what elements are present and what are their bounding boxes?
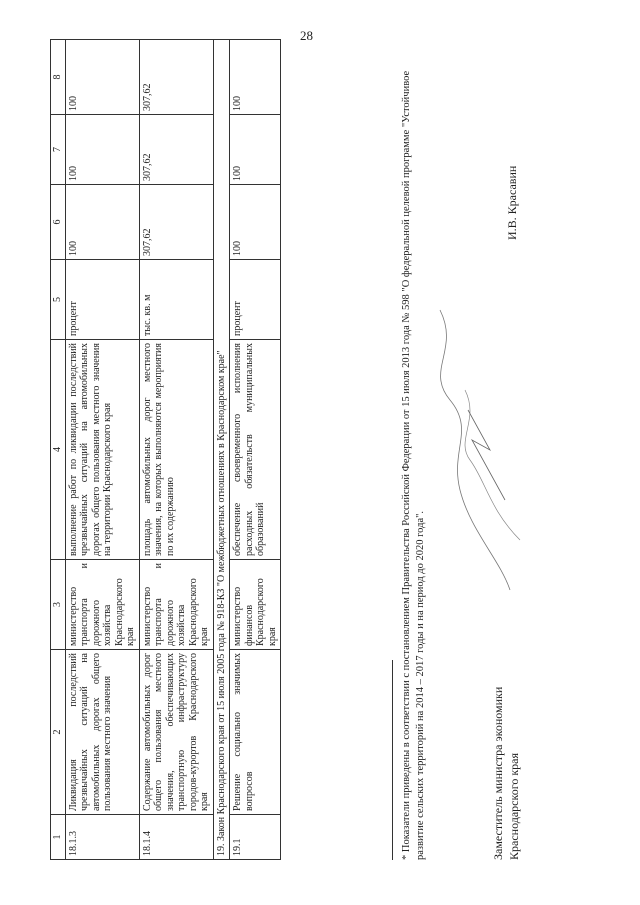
signatory-position: [490, 687, 522, 860]
row-value-8: 307,62: [139, 40, 213, 115]
col-header: 5: [51, 260, 66, 340]
row-value-7: 307,62: [139, 115, 213, 185]
col-header: 4: [51, 340, 66, 560]
row-executor: министерство транспорта и дорожного хозяйства Краснодарского края: [65, 560, 139, 650]
row-id: 19.1: [230, 815, 281, 860]
table-row: [139, 40, 213, 860]
col-header: 3: [51, 560, 66, 650]
row-indicator: выполнение работ по ликвидации последствий чрезвычайных ситуаций на автомобильных дорогах общего пользования местного значения на территории Краснодарского края: [65, 340, 139, 560]
col-header: 2: [51, 650, 66, 815]
row-value-7: 100: [65, 115, 139, 185]
section-title: 19. Закон Краснодарского края от 15 июля 2005 года № 918-КЗ "О межбюджетных отношениях в Краснодарском крае": [213, 40, 230, 860]
table-row: [65, 40, 139, 860]
footnote: * Показатели приведены в соответствии с постановлением Правительства Российской Федерации от 15 июля 2013 года № 598 "О федеральной целевой программе "Устойчивое развитие сельских территорий на 2014 – 2017 годы и на период до 2020 года".: [401, 70, 427, 860]
signatory-name: И.В. Красавин: [505, 165, 519, 240]
col-header: 6: [51, 185, 66, 260]
row-value-6: 100: [65, 185, 139, 260]
row-unit: процент: [230, 260, 281, 340]
row-id: 18.1.3: [65, 815, 139, 860]
col-header: 8: [51, 40, 66, 115]
row-executor: министерство финансов Краснодарского края: [230, 560, 281, 650]
position-line-2: Краснодарского края: [507, 752, 522, 860]
footnote-divider: [392, 660, 393, 860]
row-unit: процент: [65, 260, 139, 340]
row-name: Ликвидация последствий чрезвычайных ситуаций на автомобильных дорогах общего пользования местного значения: [65, 650, 139, 815]
col-header: 7: [51, 115, 66, 185]
row-value-6: 307,62: [139, 185, 213, 260]
col-header: 1: [51, 815, 66, 860]
indicators-table: [50, 39, 281, 860]
row-value-7: 100: [230, 115, 281, 185]
row-value-8: 100: [230, 40, 281, 115]
position-line-1: Заместитель министра экономики: [491, 686, 505, 860]
row-name: Содержание автомобильных дорог общего пользования местного значения, обеспечивающих транспортную инфраструктуру городов-курортов Краснодарского края: [139, 650, 213, 815]
handwritten-signature: [430, 300, 540, 600]
row-id: 18.1.4: [139, 815, 213, 860]
row-unit: тыс. кв. м: [139, 260, 213, 340]
row-indicator: обеспечение своевременного исполнения расходных обязательств муниципальных образований: [230, 340, 281, 560]
section-row: [213, 40, 230, 860]
table-row: [230, 40, 281, 860]
page-number: 28: [300, 28, 313, 43]
row-indicator: площадь автомобильных дорог местного значения, на которых выполняются мероприятия по их содержанию: [139, 340, 213, 560]
row-value-6: 100: [230, 185, 281, 260]
row-name: Решение социально значимых вопросов: [230, 650, 281, 815]
rotated-document: [50, 40, 590, 860]
row-executor: министерство транспорта и дорожного хозяйства Краснодарского края: [139, 560, 213, 650]
table-header-row: [51, 40, 66, 860]
row-value-8: 100: [65, 40, 139, 115]
